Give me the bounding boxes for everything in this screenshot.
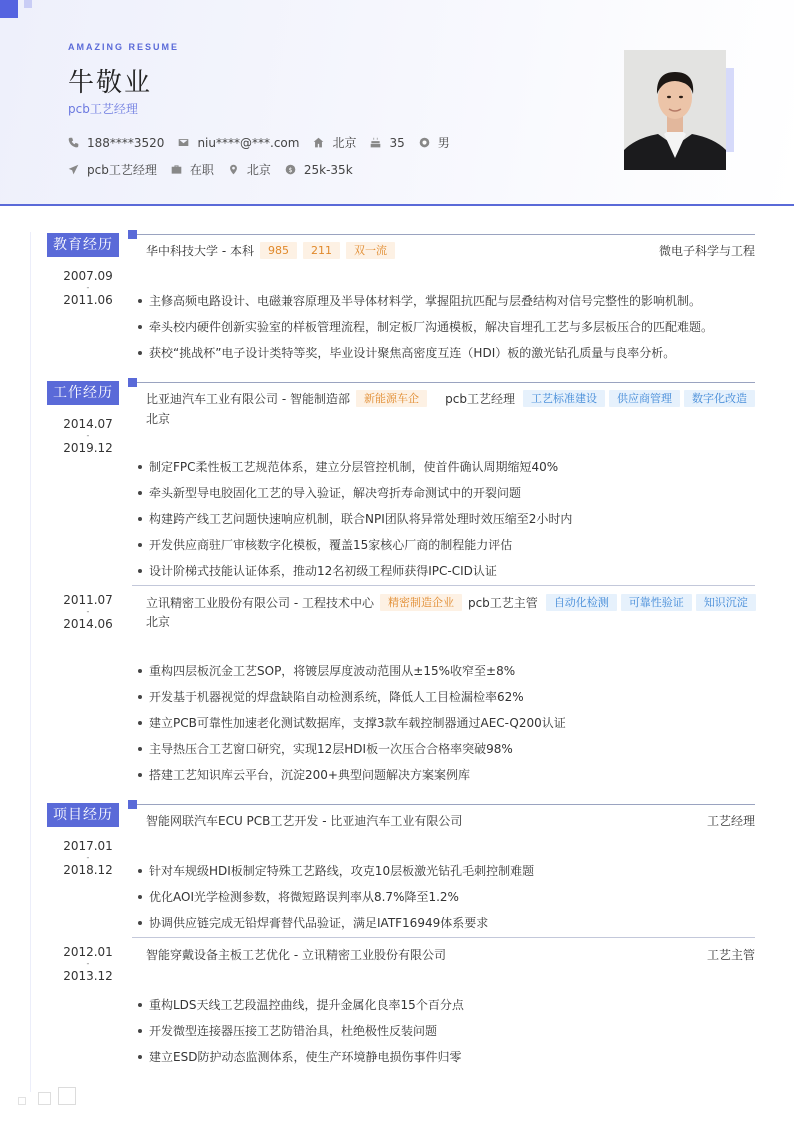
project-title: 智能穿戴设备主板工艺优化 - 立讯精密工业股份有限公司 xyxy=(146,948,446,962)
work-city: 北京 xyxy=(146,412,171,426)
home-city-info xyxy=(313,134,356,151)
skill-tag: 数字化改造 xyxy=(684,390,755,407)
phone-number: 188****3520 xyxy=(87,135,165,150)
job-role: pcb工艺主管 xyxy=(467,596,538,610)
section-marker xyxy=(128,800,137,809)
date-separator: - xyxy=(86,959,90,968)
project-role: 工艺主管 xyxy=(706,948,755,962)
start-date: 2017.01 xyxy=(63,839,113,853)
email-info xyxy=(178,136,299,150)
industry-tag: 精密制造企业 xyxy=(380,594,462,611)
briefcase-icon xyxy=(171,164,182,175)
location-pin-icon xyxy=(228,164,239,175)
job-role: pcb工艺经理 xyxy=(445,392,515,406)
list-item: 优化AOI光学检测参数，将微短路误判率从8.7%降至1.2% xyxy=(138,888,758,905)
section-marker xyxy=(128,378,137,387)
salary-info xyxy=(285,163,353,177)
project-entry-header xyxy=(146,812,755,829)
list-item: 牵头新型导电胶固化工艺的导入验证，解决弯折寿命测试中的开裂问题 xyxy=(138,484,758,501)
list-item: 建立PCB可靠性加速老化测试数据库，支撑3款车载控制器通过AEC-Q200认证 xyxy=(138,714,758,731)
target-job: pcb工艺经理 xyxy=(87,163,157,177)
list-item: 制定FPC柔性板工艺规范体系，建立分层管控机制，使首件确认周期缩短40% xyxy=(138,458,758,475)
employment-status: 在职 xyxy=(189,163,214,177)
skill-tag: 工艺标准建设 xyxy=(523,390,605,407)
work-entry-header xyxy=(146,594,755,611)
work-entry-header xyxy=(146,390,755,407)
end-date: 2019.12 xyxy=(63,441,113,455)
list-item: 开发供应商驻厂审核数字化模板，覆盖15家核心厂商的制程能力评估 xyxy=(138,536,758,553)
entry-divider xyxy=(132,937,755,938)
start-date: 2014.07 xyxy=(63,417,113,431)
phone-icon xyxy=(68,137,79,148)
work-city: 北京 xyxy=(146,615,171,629)
school-tag: 双一流 xyxy=(346,242,395,259)
date-separator: - xyxy=(86,853,90,862)
list-item: 重构四层板沉金工艺SOP，将镀层厚度波动范围从±15%收窄至±8% xyxy=(138,662,758,679)
email-address: niu****@***.com xyxy=(197,135,300,150)
age: 35 xyxy=(389,135,405,150)
gender-icon xyxy=(419,137,430,148)
job-intent-row xyxy=(68,161,367,178)
target-city-info xyxy=(228,161,271,178)
skill-tag: 自动化检测 xyxy=(546,594,617,611)
portrait-image xyxy=(624,50,726,170)
footer-decoration xyxy=(58,1087,76,1105)
major: 微电子科学与工程 xyxy=(658,244,755,258)
end-date: 2011.06 xyxy=(63,293,113,307)
timeline-rail xyxy=(30,232,31,1092)
footer-decoration xyxy=(38,1092,51,1105)
contact-row xyxy=(68,134,464,151)
section-label-projects: 项目经历 xyxy=(47,803,119,827)
candidate-title: pcb工艺经理 xyxy=(68,102,138,116)
company-name: 立讯精密工业股份有限公司 - 工程技术中心 xyxy=(146,596,374,610)
section-divider xyxy=(137,234,755,235)
resume-header xyxy=(0,0,794,206)
company-name: 比亚迪汽车工业有限公司 - 智能制造部 xyxy=(146,392,350,406)
list-item: 主导热压合工艺窗口研究，实现12层HDI板一次压合合格率突破98% xyxy=(138,740,758,757)
project-entry-header xyxy=(146,946,755,963)
date-separator: - xyxy=(86,283,90,292)
section-label-education: 教育经历 xyxy=(47,233,119,257)
skill-tag: 可靠性验证 xyxy=(621,594,692,611)
phone-info xyxy=(68,136,164,150)
start-date: 2011.07 xyxy=(63,593,113,607)
send-icon xyxy=(68,164,79,175)
end-date: 2014.06 xyxy=(63,617,113,631)
start-date: 2012.01 xyxy=(63,945,113,959)
list-item: 获校“挑战杯”电子设计类特等奖，毕业设计聚焦高密度互连（HDI）板的激光钻孔质量与良率分析。 xyxy=(138,344,758,361)
section-marker xyxy=(128,230,137,239)
date-separator: - xyxy=(86,431,90,440)
gender: 男 xyxy=(437,136,450,150)
avatar xyxy=(624,50,726,170)
list-item: 建立ESD防护动态监测体系，使生产环境静电损伤事件归零 xyxy=(138,1048,758,1065)
expected-salary: 25k-35k xyxy=(303,162,353,177)
list-item: 重构LDS天线工艺段温控曲线，提升金属化良率15个百分点 xyxy=(138,996,758,1013)
list-item: 针对车规级HDI板制定特殊工艺路线，攻克10层板激光钻孔毛刺控制难题 xyxy=(138,862,758,879)
footer-decoration xyxy=(18,1097,26,1105)
start-date: 2007.09 xyxy=(63,269,113,283)
candidate-name: 牛敬业 xyxy=(68,68,153,98)
skill-tag: 知识沉淀 xyxy=(696,594,756,611)
list-item: 主修高频电路设计、电磁兼容原理及半导体材料学，掌握阻抗匹配与层叠结构对信号完整性的影响机制。 xyxy=(138,292,758,309)
date-separator: - xyxy=(86,607,90,616)
date-range xyxy=(52,839,124,877)
list-item: 搭建工艺知识库云平台，沉淀200+典型问题解决方案案例库 xyxy=(138,766,758,783)
school-tag: 211 xyxy=(303,242,340,259)
resume-tagline: AMAZING RESUME xyxy=(68,42,179,52)
list-item: 设计阶梯式技能认证体系，推动12名初级工程师获得IPC-CID认证 xyxy=(138,562,758,579)
section-label-work: 工作经历 xyxy=(47,381,119,405)
list-item: 开发微型连接器压接工艺防错治具，杜绝极性反装问题 xyxy=(138,1022,758,1039)
svg-text:$: $ xyxy=(288,166,293,174)
skill-tag: 供应商管理 xyxy=(609,390,680,407)
list-item: 开发基于机器视觉的焊盘缺陷自动检测系统，降低人工目检漏检率62% xyxy=(138,688,758,705)
corner-decoration xyxy=(0,0,18,18)
corner-decoration-small xyxy=(24,0,32,8)
date-range xyxy=(52,945,124,983)
mail-icon xyxy=(178,137,189,148)
end-date: 2018.12 xyxy=(63,863,113,877)
list-item: 牵头校内硬件创新实验室的样板管理流程，制定板厂沟通模板，解决盲埋孔工艺与多层板压合的匹配难题。 xyxy=(138,318,758,335)
cake-icon xyxy=(370,137,381,148)
target-city: 北京 xyxy=(246,163,271,177)
industry-tag: 新能源车企 xyxy=(356,390,427,407)
project-role: 工艺经理 xyxy=(706,814,755,828)
project-title: 智能网联汽车ECU PCB工艺开发 - 比亚迪汽车工业有限公司 xyxy=(146,814,463,828)
school-tag: 985 xyxy=(260,242,297,259)
date-range xyxy=(52,593,124,631)
home-icon xyxy=(313,137,324,148)
section-divider xyxy=(137,382,755,383)
home-city: 北京 xyxy=(332,136,357,150)
list-item: 协调供应链完成无铅焊膏替代品验证，满足IATF16949体系要求 xyxy=(138,914,758,931)
target-job-info xyxy=(68,161,157,178)
list-item: 构建跨产线工艺问题快速响应机制，联合NPI团队将异常处理时效压缩至2小时内 xyxy=(138,510,758,527)
money-icon xyxy=(285,164,296,175)
section-divider xyxy=(137,804,755,805)
date-range xyxy=(52,417,124,455)
status-info xyxy=(171,161,214,178)
entry-divider xyxy=(132,585,755,586)
date-range xyxy=(52,269,124,307)
education-entry-header xyxy=(146,242,755,259)
gender-info xyxy=(419,134,450,151)
end-date: 2013.12 xyxy=(63,969,113,983)
school-name: 华中科技大学 - 本科 xyxy=(146,244,254,258)
age-info xyxy=(370,136,404,150)
